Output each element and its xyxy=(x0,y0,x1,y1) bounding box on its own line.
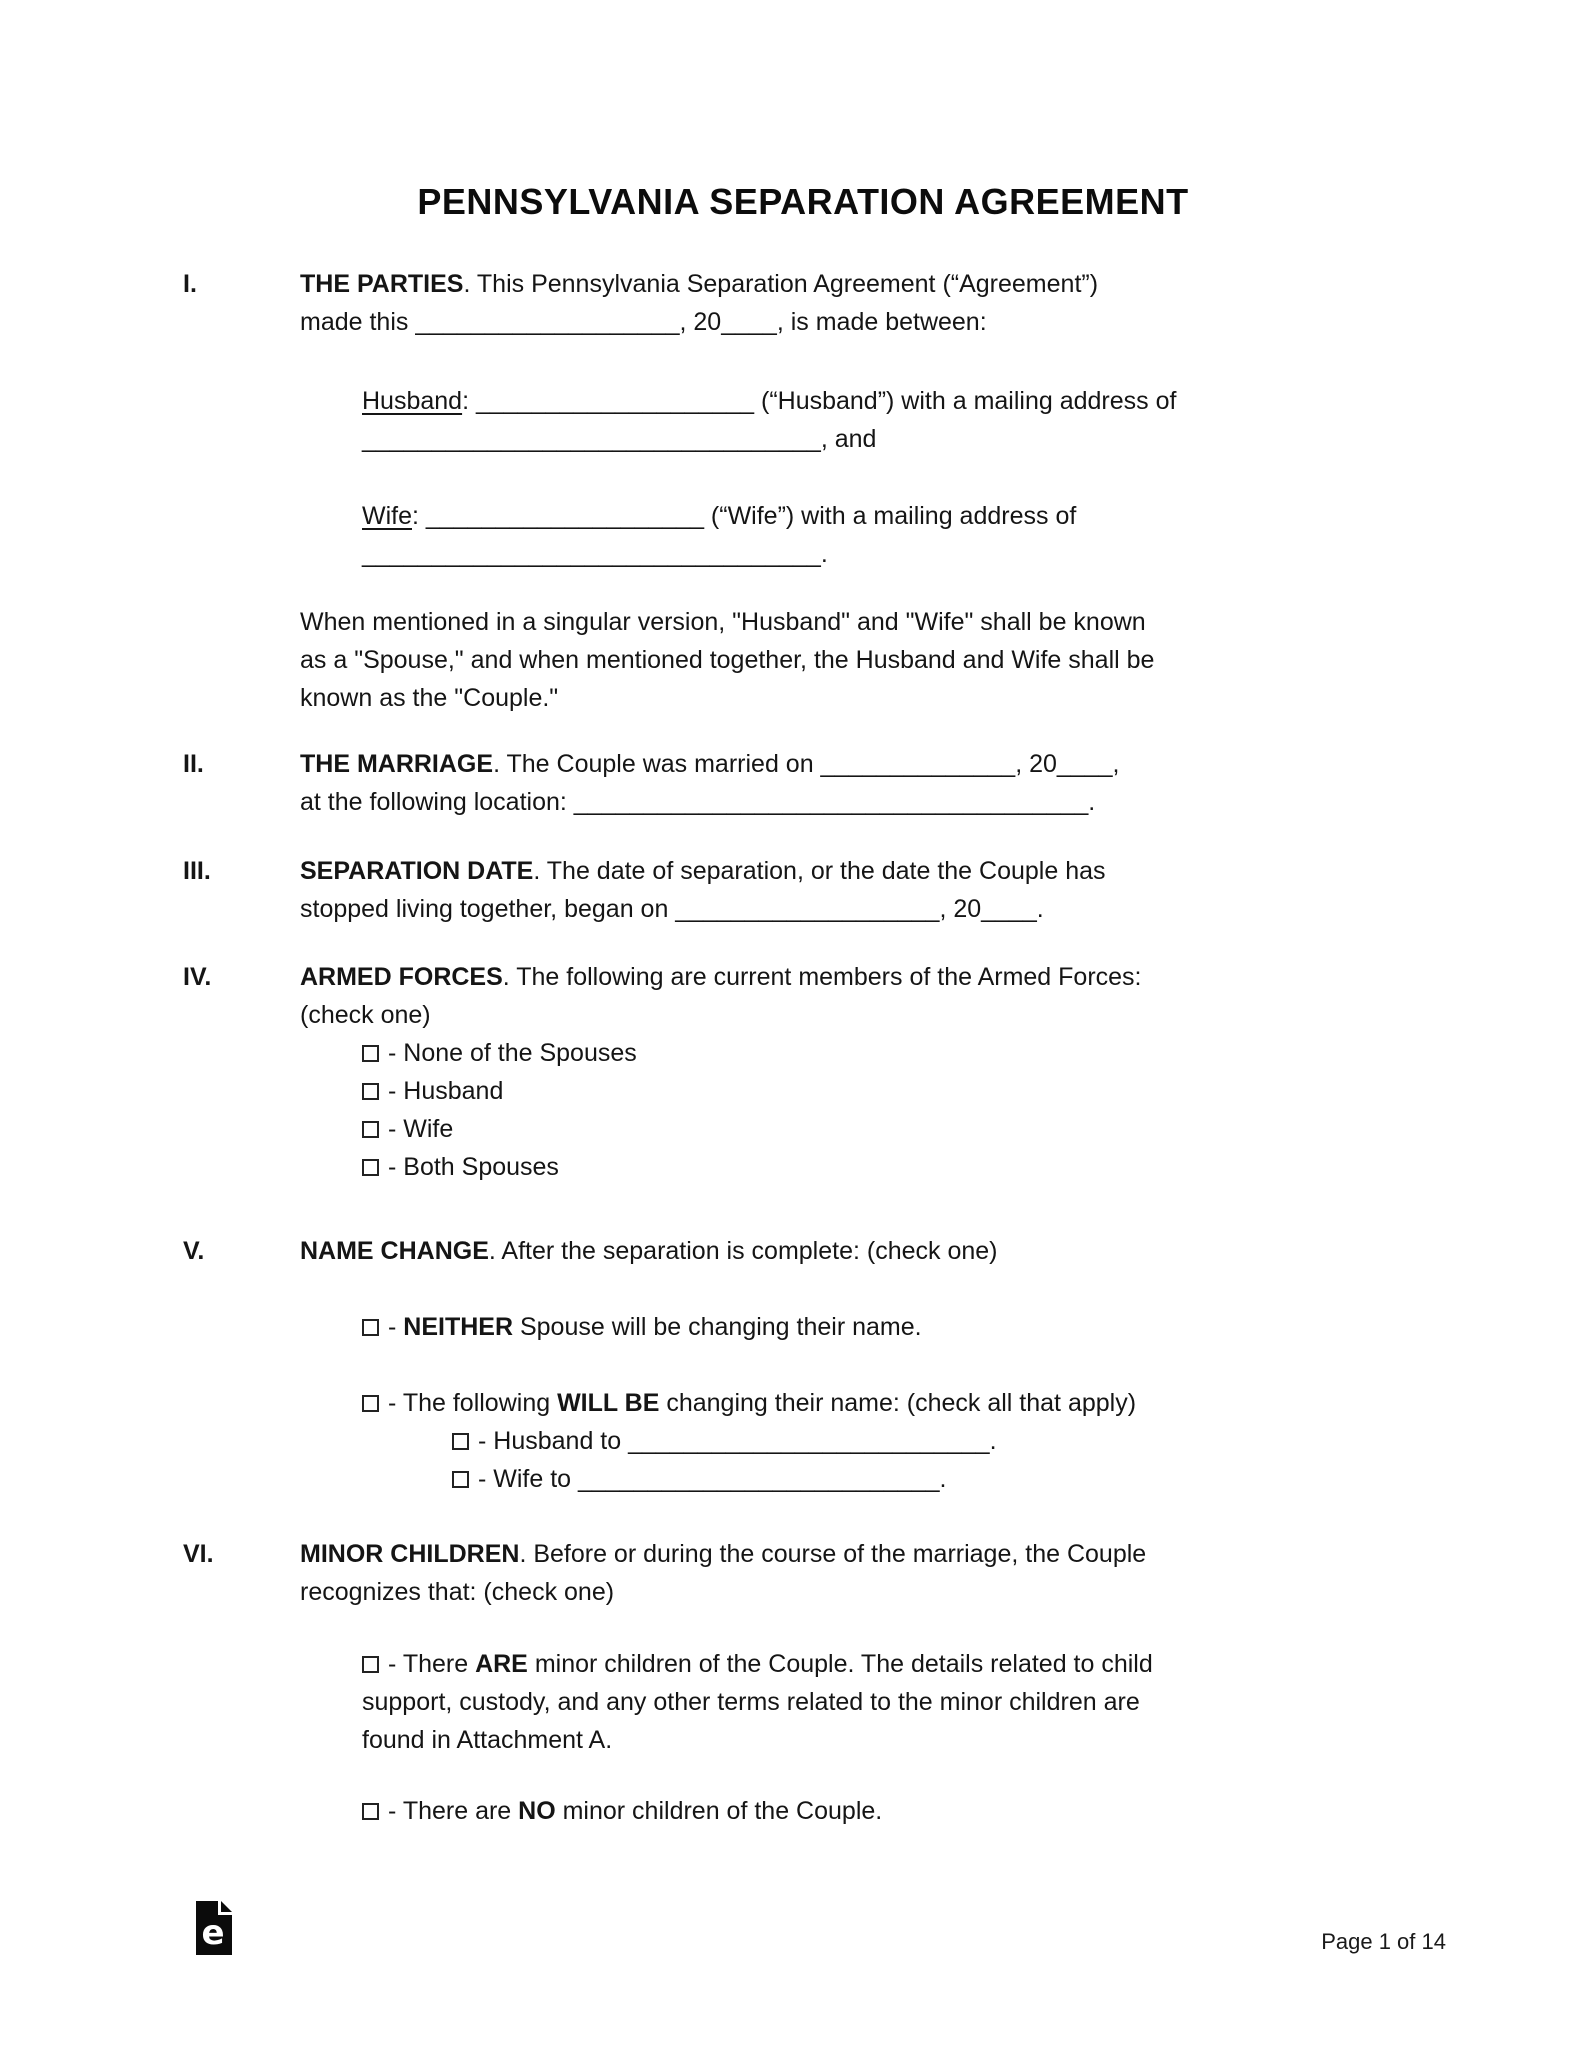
section-heading: NAME CHANGE xyxy=(300,1237,489,1265)
checkbox-name-willbe[interactable] xyxy=(362,1395,379,1412)
section-parties xyxy=(183,265,1423,717)
section-heading: MINOR CHILDREN xyxy=(300,1540,520,1568)
text-run: : ____________________ (“Wife”) with a mailing address of xyxy=(412,502,1077,530)
page-number: Page 1 of 14 xyxy=(1321,1929,1446,1954)
text-line xyxy=(300,265,1423,303)
text-line xyxy=(300,852,1423,890)
checkbox-armed-wife[interactable] xyxy=(362,1121,379,1138)
name-change-option-willbe xyxy=(362,1384,1423,1422)
option-row xyxy=(362,1308,1423,1346)
text-line xyxy=(300,958,1423,996)
minor-children-clause xyxy=(300,1535,1423,1611)
option-label: - Wife xyxy=(388,1115,454,1143)
text-line: at the following location: _____________________________________. xyxy=(300,788,1096,816)
text-line: stopped living together, began on ___________________, 20____. xyxy=(300,895,1044,923)
section-heading: ARMED FORCES xyxy=(300,963,503,991)
option-label: - None of the Spouses xyxy=(388,1039,637,1067)
option-row xyxy=(362,1072,1423,1110)
option-label: - Husband xyxy=(388,1077,504,1105)
husband-clause xyxy=(362,382,1423,458)
section-armed-forces xyxy=(183,958,1423,1186)
checkbox-armed-none[interactable] xyxy=(362,1045,379,1062)
separation-date-clause xyxy=(300,852,1423,928)
text-run: . Before or during the course of the marriage, the Couple xyxy=(519,1540,1147,1568)
marriage-clause xyxy=(300,745,1423,821)
text-line: as a "Spouse," and when mentioned together, the Husband and Wife shall be xyxy=(300,646,1155,674)
text-run: . This Pennsylvania Separation Agreement (“Agreement”) xyxy=(463,270,1099,298)
text-run: minor children of the Couple. xyxy=(555,1797,883,1825)
text-run: Spouse will be changing their name. xyxy=(513,1313,922,1341)
option-row xyxy=(452,1460,1423,1498)
text-run: minor children of the Couple. The details related to child xyxy=(527,1650,1153,1678)
section-name-change xyxy=(183,1232,1423,1498)
minor-children-option-are xyxy=(362,1645,1423,1759)
option-row xyxy=(362,1110,1423,1148)
option-row xyxy=(362,1792,1423,1830)
text-line xyxy=(300,1232,1423,1270)
option-row xyxy=(452,1422,1423,1460)
option-row xyxy=(362,1384,1423,1422)
wife-label: Wife xyxy=(362,502,412,530)
option-label: - Husband to __________________________. xyxy=(478,1427,997,1455)
option-row xyxy=(362,1148,1423,1186)
text-line: recognizes that: (check one) xyxy=(300,1578,615,1606)
text-line xyxy=(300,745,1423,783)
checkbox-name-wife-to[interactable] xyxy=(452,1471,469,1488)
text-run: - There xyxy=(388,1650,476,1678)
document-title: PENNSYLVANIA SEPARATION AGREEMENT xyxy=(417,181,1189,222)
section-separation-date xyxy=(183,852,1423,928)
text-line: When mentioned in a singular version, "Husband" and "Wife" shall be known xyxy=(300,608,1146,636)
text-run: changing their name: (check all that apply) xyxy=(659,1389,1137,1417)
text-line: found in Attachment A. xyxy=(362,1726,613,1754)
section-marriage xyxy=(183,745,1423,821)
text-run: . After the separation is complete: (check one) xyxy=(488,1237,998,1265)
section-heading: THE PARTIES xyxy=(300,270,464,298)
wife-clause xyxy=(362,497,1423,573)
text-line xyxy=(300,1535,1423,1573)
section-numeral: VI. xyxy=(183,1540,214,1568)
section-numeral: II. xyxy=(183,750,204,778)
section-numeral: V. xyxy=(183,1237,205,1265)
text-run: . The Couple was married on ______________, 20____, xyxy=(493,750,1120,778)
text-run: - The following xyxy=(388,1389,558,1417)
armed-forces-clause xyxy=(300,958,1423,1034)
text-line: _________________________________, and xyxy=(362,425,877,453)
text-line: support, custody, and any other terms related to the minor children are xyxy=(362,1688,1140,1716)
eforms-logo-icon xyxy=(196,1901,232,1955)
section-numeral: I. xyxy=(183,270,197,298)
text-run-bold: NEITHER xyxy=(403,1313,514,1341)
checkbox-armed-both[interactable] xyxy=(362,1159,379,1176)
checkbox-name-neither[interactable] xyxy=(362,1319,379,1336)
text-line: (check one) xyxy=(300,1001,431,1029)
text-line: _________________________________. xyxy=(362,540,828,568)
text-run-bold: NO xyxy=(518,1797,556,1825)
option-label: - Wife to __________________________. xyxy=(478,1465,947,1493)
checkbox-children-no[interactable] xyxy=(362,1803,379,1820)
checkbox-armed-husband[interactable] xyxy=(362,1083,379,1100)
section-heading: THE MARRIAGE xyxy=(300,750,494,778)
text-line xyxy=(362,497,1423,535)
text-line: made this ___________________, 20____, is made between: xyxy=(300,308,987,336)
parties-intro xyxy=(300,265,1423,341)
minor-children-option-no xyxy=(362,1792,1423,1830)
option-row xyxy=(362,1645,1423,1683)
name-change-sub-options xyxy=(452,1422,1423,1498)
text-run: . The following are current members of the Armed Forces: xyxy=(502,963,1142,991)
text-line: known as the "Couple." xyxy=(300,684,559,712)
option-row xyxy=(362,1034,1423,1072)
section-minor-children xyxy=(183,1535,1423,1830)
section-numeral: III. xyxy=(183,857,211,885)
husband-label: Husband xyxy=(362,387,463,415)
checkbox-children-are[interactable] xyxy=(362,1656,379,1673)
text-run: - xyxy=(388,1313,404,1341)
armed-forces-options xyxy=(362,1034,1423,1186)
option-label: - Both Spouses xyxy=(388,1153,559,1181)
section-heading: SEPARATION DATE xyxy=(300,857,534,885)
text-run-bold: WILL BE xyxy=(557,1389,660,1417)
text-run: - There are xyxy=(388,1797,519,1825)
section-numeral: IV. xyxy=(183,963,212,991)
spouse-definition-note xyxy=(300,603,1423,717)
text-line xyxy=(362,382,1423,420)
logo-letter: e xyxy=(201,1913,225,1953)
name-change-option-neither xyxy=(362,1308,1423,1346)
text-run: . The date of separation, or the date the Couple has xyxy=(533,857,1106,885)
text-run-bold: ARE xyxy=(475,1650,528,1678)
text-run: : ____________________ (“Husband”) with a mailing address of xyxy=(462,387,1177,415)
checkbox-name-husband-to[interactable] xyxy=(452,1433,469,1450)
name-change-clause xyxy=(300,1232,1423,1270)
